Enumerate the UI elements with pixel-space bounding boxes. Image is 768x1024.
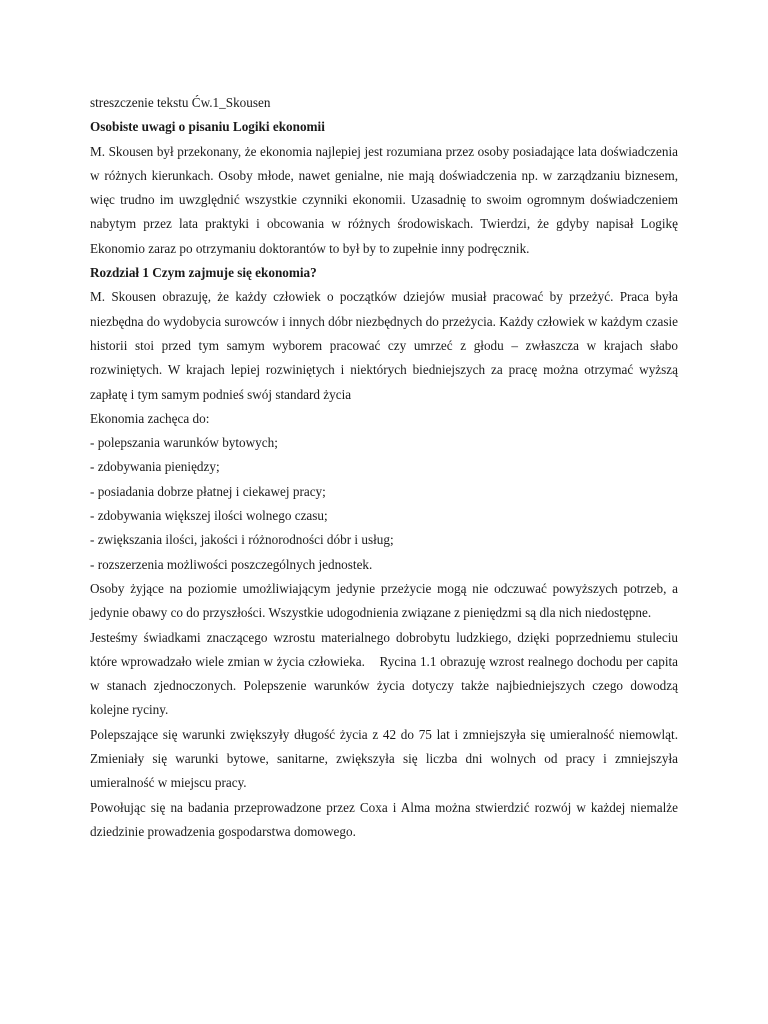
- list-item: - zdobywania większej ilości wolnego czasu;: [90, 508, 328, 524]
- paragraph-powolujac-sie: Powołując się na badania przeprowadzone przez Coxa i Alma można stwierdzić rozwój w każdej niemalże dziedzinie prowadzenia gospodarstwa domowego.: [90, 799, 678, 839]
- paragraph-osoby-zyjace: Osoby żyjące na poziomie umożliwiającym jedynie przeżycie mogą nie odczuwać powyższych potrzeb, a jedynie obawy co do przyszłości. Wszystkie udogodnienia związane z pieniędzmi są dla nich niedostępne.: [90, 580, 678, 621]
- list-item: - posiadania dobrze płatnej i ciekawej pracy;: [90, 483, 326, 499]
- section-heading-rozdzial-1: Rozdział 1 Czym zajmuje się ekonomia?: [90, 265, 317, 281]
- paragraph-skousen-obrazuje: M. Skousen obrazuję, że każdy człowiek o początków dziejów musiał pracować by przeżyć. Praca była niezbędna do wydobycia surowców i innych dóbr niezbędnych do przeżycia. Każdy człowiek w każdym czasie historii stoi przed tym samym wyborem pracować czy umrzeć z głodu – zwłaszcza w krajach słabo rozwiniętych. W krajach lepiej rozwiniętych i niektórych biedniejszych za pracę można otrzymać wyższą zapłatę i tym samym podnieś swój standard życia: [90, 289, 678, 402]
- paragraph-skousen-przekonany: M. Skousen był przekonany, że ekonomia najlepiej jest rozumiana przez osoby posiadające lata doświadczenia w różnych kierunkach. Osoby młode, nawet genialne, nie mają doświadczenia np. w zarządzaniu biznesem, więc trudno im uwzględnić wszystkie czynniki ekonomii. Uzasadnię to swoim ogromnym doświadczeniem nabytym przez lata praktyki i obcowania w różnych środowiskach. Twierdzi, że gdyby napisał Logikę Ekonomio zaraz po otrzymaniu doktorantów to był by to zupełnie inny podręcznik.: [90, 143, 678, 256]
- ekonomia-zacheca-list: [90, 431, 678, 577]
- section-heading-osobiste-uwagi: Osobiste uwagi o pisaniu Logiki ekonomii: [90, 119, 325, 135]
- document-header-line: streszczenie tekstu Ćw.1_Skousen: [90, 95, 271, 110]
- list-item: - zdobywania pieniędzy;: [90, 459, 220, 475]
- list-intro: Ekonomia zachęca do:: [90, 410, 210, 426]
- list-item: - polepszania warunków bytowych;: [90, 435, 278, 451]
- document-page: [90, 91, 682, 844]
- paragraph-polepszajace-warunki: Polepszające się warunki zwiększyły długość życia z 42 do 75 lat i zmniejszyła się umieralność niemowląt. Zmieniały się warunki bytowe, sanitarne, zwiększyła się liczba dni wolnych od pracy i zmniejszyła umieralność w miejscu pracy.: [90, 726, 678, 791]
- paragraph-jestesmy-swiadkami: Jesteśmy świadkami znaczącego wzrostu materialnego dobrobytu ludzkiego, dzięki poprzedniemu stuleciu które wprowadzało wiele zmian w życia człowieka. Rycina 1.1 obrazuję wzrost realnego dochodu per capita w stanach zjednoczonych. Polepszenie warunków życia dotyczy także najbiedniejszych czego dowodzą kolejne ryciny.: [90, 629, 682, 718]
- list-item: - zwiększania ilości, jakości i różnorodności dóbr i usług;: [90, 532, 394, 548]
- list-item: - rozszerzenia możliwości poszczególnych jednostek.: [90, 556, 373, 572]
